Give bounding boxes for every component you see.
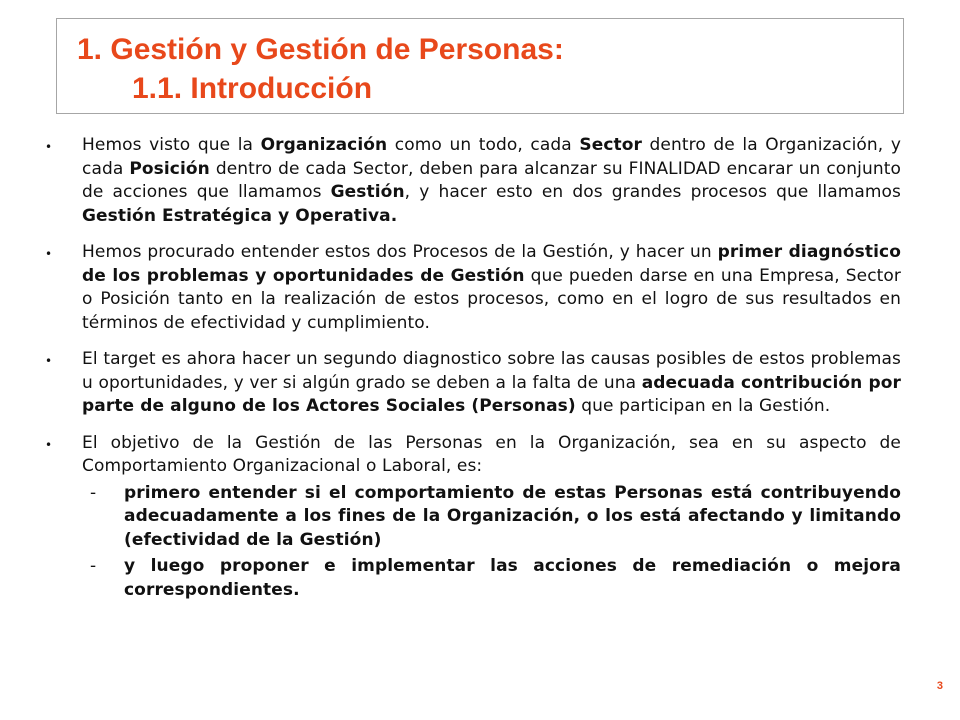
bullet-item	[45, 134, 901, 228]
bullet-dot-icon: •	[45, 437, 53, 452]
bullet-list	[45, 134, 901, 615]
bullet-text: El target es ahora hacer un segundo diagnostico sobre las causas posibles de estos problemas u oportunidades, y ver si algún grado se deben a la falta de una adecuada contribución por parte de alguno de los Actores Sociales (Personas) que participan en la Gestión.	[82, 349, 902, 416]
sub-item	[82, 482, 901, 553]
bullet-dot-icon: •	[45, 354, 53, 368]
slide-subtitle: 1.1. Introducción	[132, 72, 373, 105]
title-box	[56, 18, 904, 114]
bullet-item	[45, 348, 901, 419]
sub-item	[82, 555, 901, 602]
dash-icon: -	[90, 556, 97, 576]
page-number: 3	[936, 680, 943, 692]
sub-item-text: primero entender si el comportamiento de estas Personas está contribuyendo adecuadamente a los fines de la Organización, o los está afectando y limitando (efectividad de la Gestión)	[124, 482, 901, 550]
sub-item-text: y luego proponer e implementar las acciones de remediación o mejora correspondientes.	[124, 556, 901, 600]
dash-icon: -	[90, 482, 97, 503]
bullet-text: Hemos procurado entender estos dos Procesos de la Gestión, y hacer un primer diagnóstico de los problemas y oportunidades de Gestión que pueden darse en una Empresa, Sector o Posición tanto en la realización de estos procesos, como en el logro de sus resultados en términos de efectividad y cumplimiento.	[82, 242, 901, 333]
bullet-text: El objetivo de la Gestión de las Personas en la Organización, sea en su aspecto de Comportamiento Organizacional o Laboral, es:	[82, 432, 901, 476]
bullet-text: Hemos visto que la Organización como un todo, cada Sector dentro de la Organización, y cada Posición dentro de cada Sector, deben para alcanzar su FINALIDAD encarar un conjunto de acciones que llamamos Gestión, y hacer esto en dos grandes procesos que llamamos Gestión Estratégica y Operativa.	[82, 135, 902, 226]
slide-title: 1. Gestión y Gestión de Personas:	[77, 33, 564, 66]
bullet-dot-icon: •	[45, 140, 53, 154]
bullet-dot-icon: •	[45, 247, 53, 261]
bullet-item	[45, 432, 901, 603]
bullet-item	[45, 241, 901, 335]
